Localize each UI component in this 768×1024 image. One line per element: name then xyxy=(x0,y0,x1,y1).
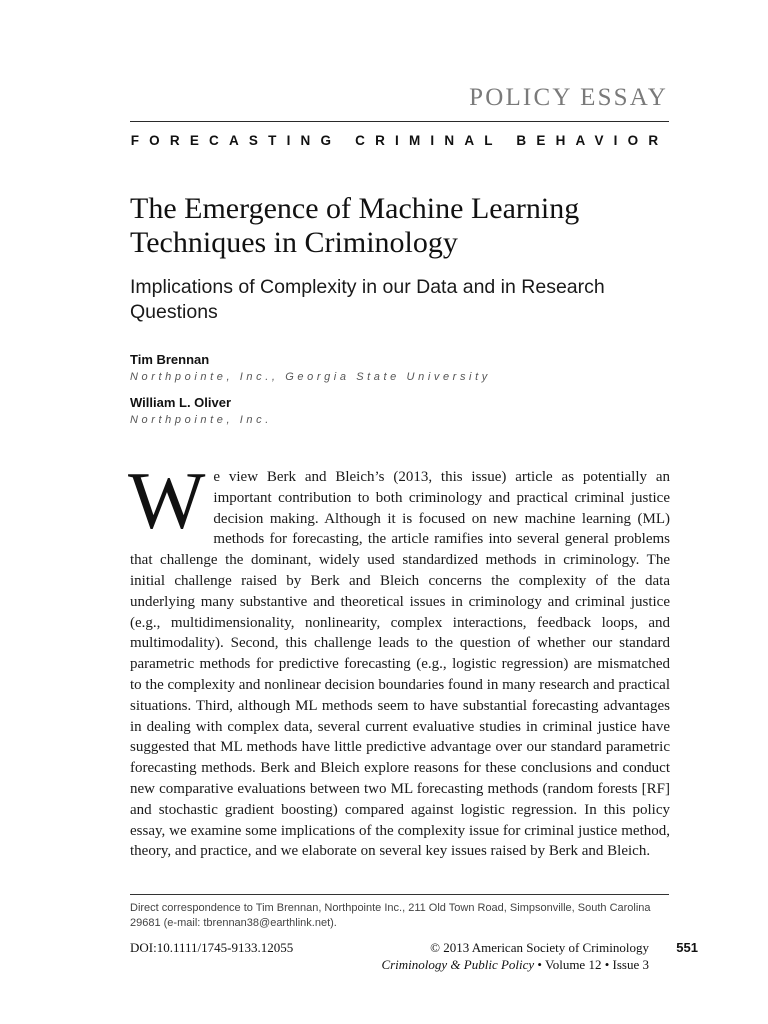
body-text xyxy=(128,455,670,862)
doi-text: DOI:10.1111/1745-9133.12055 xyxy=(130,940,294,955)
section-label: FORECASTING CRIMINAL BEHAVIOR xyxy=(130,133,669,148)
journal-issue: Issue 3 xyxy=(612,957,649,972)
article-subtitle: Implications of Complexity in our Data and in Research Questions xyxy=(130,276,605,323)
separator-2: • xyxy=(604,957,610,972)
author-name-2: William L. Oliver xyxy=(130,395,232,410)
footnote-rule xyxy=(130,894,669,895)
article-title: The Emergence of Machine Learning Techniques in Criminology xyxy=(130,192,580,259)
copyright-text: © 2013 American Society of Criminology xyxy=(430,940,649,955)
page-number: 551 xyxy=(676,940,698,955)
journal-volume: Volume 12 xyxy=(545,957,602,972)
drop-cap: W xyxy=(128,455,206,546)
author-affiliation-2: Northpointe, Inc. xyxy=(130,414,272,426)
essay-type-label: POLICY ESSAY xyxy=(469,84,668,111)
separator-1: • xyxy=(537,957,542,972)
correspondence-note: Direct correspondence to Tim Brennan, Northpointe Inc., 211 Old Town Road, Simpsonville, South Carolina 29681 (e-mail: tbrennan38@earthlink.net). xyxy=(130,902,651,929)
header-rule xyxy=(130,121,669,122)
journal-info xyxy=(381,957,649,973)
author-affiliation-1: Northpointe, Inc., Georgia State University xyxy=(130,371,491,383)
journal-name: Criminology & Public Policy xyxy=(381,957,535,972)
body-paragraph: e view Berk and Bleich’s (2013, this issue) article as potentially an important contribution to both criminology and practical criminal justice decision making. Although it is focused on new machine learning (ML) methods for forecasting, the article ramifies into several general problems that challenge the dominant, widely used standardized methods in criminology. The initial challenge raised by Berk and Bleich concerns the complexity of the data underlying many substantive and theoretical issues in criminology and criminal justice (e.g., multidimensionality, nonlinearity, complex interactions, feedback loops, and multimodality). Second, this challenge leads to the question of whether our standard parametric methods for predictive forecasting (e.g., logistic regression) are mismatched to the complexity and nonlinear decision boundaries found in many research and practical situations. Third, although ML methods seem to have substantial forecasting advantages in dealing with complex data, several current evaluative studies in criminal justice have suggested that ML methods have little predictive advantage over our standard parametric forecasting methods. Berk and Bleich explore reasons for these conclusions and conduct new comparative evaluations between two ML forecasting methods (random forests [RF] and stochastic gradient boosting) compared against logistic regression. In this policy essay, we examine some implications of the complexity issue for criminal justice method, theory, and practice, and we elaborate on several key issues raised by Berk and Bleich. xyxy=(130,469,670,860)
author-name-1: Tim Brennan xyxy=(130,352,210,367)
